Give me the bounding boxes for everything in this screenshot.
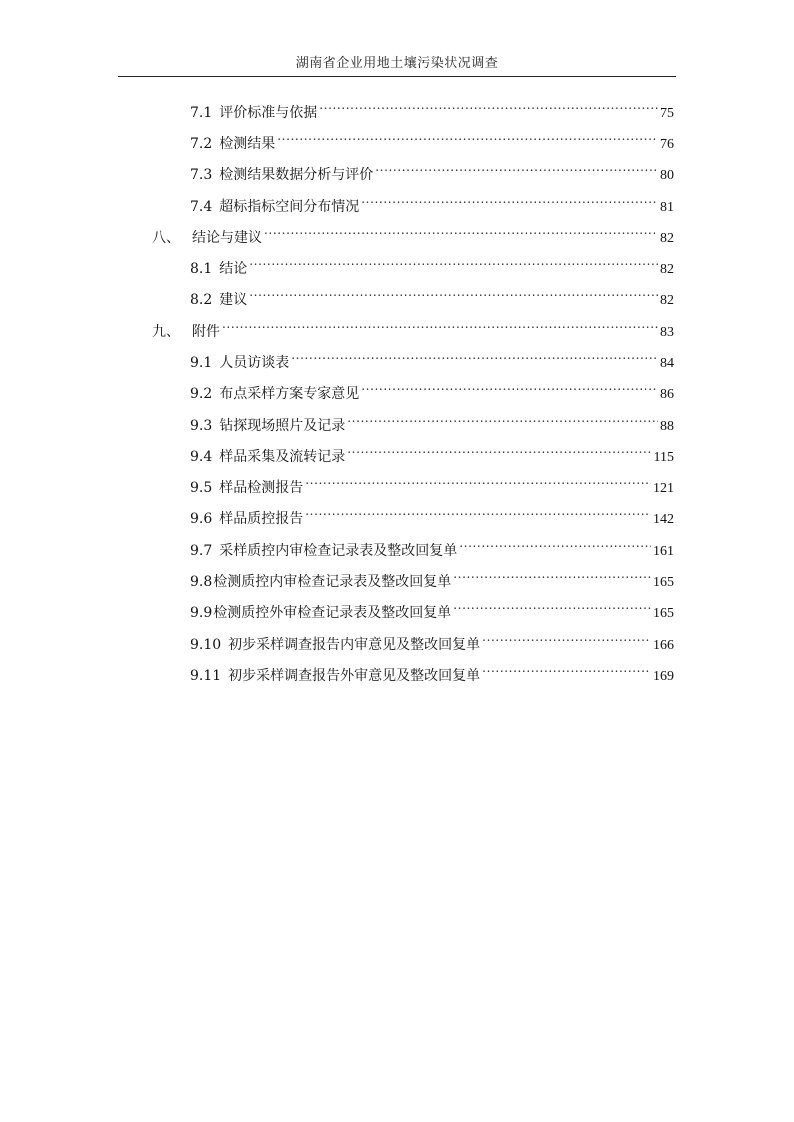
toc-entry-number: 9.9 <box>190 605 213 621</box>
toc-entry-7-2[interactable] <box>190 124 674 152</box>
toc-entry-page: 121 <box>653 481 674 496</box>
toc-entry-page: 169 <box>653 669 674 684</box>
page-header <box>118 56 676 77</box>
toc-entry-number: 九、 <box>152 324 180 340</box>
toc-entry-title: 钻探现场照片及记录 <box>219 418 346 434</box>
toc-entry-title: 建议 <box>219 292 248 308</box>
toc-entry-page: 76 <box>660 137 674 152</box>
toc-entry-page: 83 <box>660 325 674 340</box>
toc-entry-number: 八、 <box>152 230 180 246</box>
toc-entry-9-2[interactable] <box>190 374 674 402</box>
toc-dot-leader <box>305 468 651 492</box>
toc-entry-9-5[interactable] <box>190 468 674 496</box>
toc-dot-leader <box>459 531 651 555</box>
toc-entry-8-1[interactable] <box>190 249 674 277</box>
toc-entry-9-9[interactable] <box>190 593 674 621</box>
toc-entry-number: 9.1 <box>190 355 213 371</box>
toc-entry-7-3[interactable] <box>190 155 674 183</box>
toc-entry-page: 115 <box>653 450 674 465</box>
toc-entry-9-6[interactable] <box>190 499 674 527</box>
toc-entry-title: 超标指标空间分布情况 <box>219 199 360 215</box>
toc-entry-title: 结论 <box>219 261 248 277</box>
toc-entry-number: 9.8 <box>190 574 213 590</box>
toc-dot-leader <box>319 93 658 117</box>
toc-dot-leader <box>482 625 651 649</box>
toc-entry-9-4[interactable] <box>190 437 674 465</box>
toc-entry-number: 9.6 <box>190 511 213 527</box>
toc-entry-number: 8.1 <box>190 261 213 277</box>
toc-dot-leader <box>361 374 658 398</box>
toc-entry-page: 82 <box>660 293 674 308</box>
toc-entry-9-11[interactable] <box>190 656 674 684</box>
toc-entry-number: 7.2 <box>190 136 213 152</box>
toc-entry-7-1[interactable] <box>190 93 674 121</box>
toc-entry-title: 初步采样调查报告外审意见及整改回复单 <box>228 668 481 684</box>
toc-entry-title: 检测结果数据分析与评价 <box>219 167 374 183</box>
toc-dot-leader <box>222 312 658 336</box>
toc-entry-page: 82 <box>660 262 674 277</box>
toc-entry-chapter-9[interactable] <box>152 312 674 340</box>
toc-dot-leader <box>249 280 658 304</box>
toc-entry-page: 86 <box>660 387 674 402</box>
toc-dot-leader <box>277 124 658 148</box>
toc-entry-number: 7.4 <box>190 199 213 215</box>
toc-entry-page: 166 <box>653 638 674 653</box>
toc-dot-leader <box>375 155 658 179</box>
toc-entry-title: 检测结果 <box>219 136 276 152</box>
toc-entry-title: 样品检测报告 <box>219 480 304 496</box>
toc-dot-leader <box>305 499 651 523</box>
toc-entry-8-2[interactable] <box>190 280 674 308</box>
toc-entry-number: 7.1 <box>190 105 213 121</box>
toc-entry-chapter-8[interactable] <box>152 218 674 246</box>
toc-entry-page: 165 <box>653 575 674 590</box>
toc-entry-title: 采样质控内审检查记录表及整改回复单 <box>219 543 458 559</box>
toc-entry-title: 检测质控外审检查记录表及整改回复单 <box>213 605 452 621</box>
toc-dot-leader <box>347 437 651 461</box>
toc-entry-title: 结论与建议 <box>192 230 262 246</box>
toc-entry-page: 82 <box>660 231 674 246</box>
toc-entry-number: 7.3 <box>190 167 213 183</box>
toc-entry-number: 9.11 <box>190 668 222 684</box>
toc-entry-page: 80 <box>660 168 674 183</box>
toc-entry-title: 检测质控内审检查记录表及整改回复单 <box>213 574 452 590</box>
toc-dot-leader <box>482 656 651 680</box>
toc-entry-number: 9.4 <box>190 449 213 465</box>
toc-entry-title: 布点采样方案专家意见 <box>219 386 360 402</box>
toc-entry-page: 161 <box>653 544 674 559</box>
toc-entry-number: 9.2 <box>190 386 213 402</box>
toc-dot-leader <box>361 187 658 211</box>
toc-entry-page: 81 <box>660 200 674 215</box>
toc-dot-leader <box>453 562 651 586</box>
toc-entry-9-3[interactable] <box>190 406 674 434</box>
toc-entry-title: 附件 <box>192 324 220 340</box>
toc-entry-number: 8.2 <box>190 292 213 308</box>
toc-dot-leader <box>249 249 658 273</box>
toc-entry-7-4[interactable] <box>190 187 674 215</box>
toc-entry-page: 75 <box>660 106 674 121</box>
toc-entry-9-1[interactable] <box>190 343 674 371</box>
toc-entry-page: 165 <box>653 606 674 621</box>
toc-entry-page: 142 <box>653 512 674 527</box>
toc-dot-leader <box>264 218 658 242</box>
toc-entry-title: 初步采样调查报告内审意见及整改回复单 <box>228 637 481 653</box>
toc-entry-9-7[interactable] <box>190 531 674 559</box>
toc-entry-page: 84 <box>660 356 674 371</box>
toc-entry-9-10[interactable] <box>190 625 674 653</box>
toc-entry-title: 评价标准与依据 <box>219 105 318 121</box>
toc-entry-title: 样品采集及流转记录 <box>219 449 346 465</box>
toc-dot-leader <box>291 343 658 367</box>
toc-entry-page: 88 <box>660 419 674 434</box>
toc-entry-number: 9.10 <box>190 637 222 653</box>
toc-entry-number: 9.5 <box>190 480 213 496</box>
toc-entry-number: 9.3 <box>190 418 213 434</box>
toc-entry-9-8[interactable] <box>190 562 674 590</box>
toc-dot-leader <box>453 593 651 617</box>
toc-entry-title: 人员访谈表 <box>219 355 290 371</box>
toc-entry-number: 9.7 <box>190 543 213 559</box>
toc-dot-leader <box>347 406 658 430</box>
header-title: 湖南省企业用地土壤污染状况调查 <box>295 56 499 71</box>
toc-entry-title: 样品质控报告 <box>219 511 304 527</box>
